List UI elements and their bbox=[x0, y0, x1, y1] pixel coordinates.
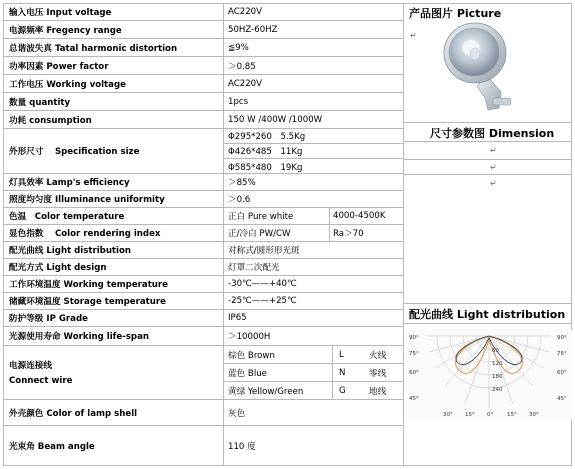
angle-label-left: 60° bbox=[409, 370, 419, 376]
row-specification-size bbox=[3, 129, 403, 174]
lamp-image bbox=[441, 18, 521, 113]
bottom-angle-label: 30° bbox=[443, 412, 453, 418]
label-ip-grade: 防护等级 IP Grade bbox=[3, 310, 224, 326]
row-input-voltage bbox=[3, 3, 403, 21]
dimension-line bbox=[403, 159, 572, 160]
row-power-factor bbox=[3, 57, 403, 75]
picture-title: 产品图片 Picture bbox=[409, 7, 502, 20]
label-color-rendering: 显色指数 Color rendering index bbox=[3, 225, 224, 241]
angle-label-right: 90° bbox=[557, 335, 567, 341]
row-lamp-shell-color bbox=[3, 400, 403, 426]
light-distribution-chart bbox=[407, 330, 572, 420]
row-illuminance-uniformity bbox=[3, 191, 403, 208]
distribution-header-line-2 bbox=[403, 323, 572, 324]
row-storage-temperature bbox=[3, 293, 403, 310]
row-ip-grade bbox=[3, 310, 403, 327]
dimension-line bbox=[403, 174, 572, 175]
row-working-life-span bbox=[3, 327, 403, 346]
value-ip-grade: IP65 bbox=[228, 313, 247, 323]
wire-row-yellow-green bbox=[224, 382, 403, 400]
label-working-temperature: 工作环境温度 Working temperature bbox=[3, 276, 224, 292]
bottom-angle-label: 30° bbox=[529, 412, 539, 418]
label-connect-wire-cn: 电源连接线 bbox=[9, 361, 52, 371]
row-harmonic-distortion bbox=[3, 39, 403, 57]
wire-color-blue: 蓝色 Blue bbox=[228, 368, 267, 379]
spec-sheet bbox=[3, 3, 572, 466]
row-color-temperature bbox=[3, 208, 403, 225]
return-mark-icon: ↵ bbox=[410, 31, 417, 40]
value-working-life-span: ＞10000H bbox=[228, 332, 271, 342]
row-beam-angle bbox=[3, 426, 403, 466]
value-lamp-efficiency: ＞85% bbox=[228, 178, 256, 188]
wire-name-ground: 地线 bbox=[369, 387, 387, 397]
row-quantity bbox=[3, 93, 403, 111]
label-beam-angle: 光束角 Beam angle bbox=[3, 426, 224, 466]
value-size-1: Φ295*260 5.5Kg bbox=[224, 129, 403, 144]
row-consumption bbox=[3, 111, 403, 129]
value-light-distribution: 对称式/圆形形光斑 bbox=[228, 246, 300, 256]
value-beam-angle: 110 度 bbox=[228, 442, 256, 452]
row-frequency-range bbox=[3, 21, 403, 39]
label-frequency-range: 电源频率 Fregency range bbox=[3, 21, 224, 38]
wire-code-n: N bbox=[332, 364, 369, 381]
product-image bbox=[441, 18, 521, 113]
value-input-voltage: AC220V bbox=[228, 6, 263, 17]
label-specification-size: 外形尺寸 Specification size bbox=[3, 129, 224, 173]
row-working-voltage bbox=[3, 75, 403, 93]
angle-label-left: 75° bbox=[409, 351, 419, 357]
row-connect-wire bbox=[3, 346, 403, 400]
wire-code-l: L bbox=[332, 346, 369, 363]
label-input-voltage: 输入电压 Input voltage bbox=[3, 3, 224, 20]
value-working-voltage: AC220V bbox=[228, 78, 263, 89]
row-light-design bbox=[3, 259, 403, 276]
bottom-angle-label: 15° bbox=[507, 412, 517, 418]
wire-color-brown: 棕色 Brown bbox=[228, 350, 275, 361]
angle-label-right: 45° bbox=[557, 396, 567, 402]
return-mark-icon: ↵ bbox=[490, 179, 497, 188]
value-color-rendering-ra: Ra＞70 bbox=[333, 229, 364, 239]
label-lamp-shell-color: 外壳颜色 Color of lamp shell bbox=[3, 400, 224, 425]
radial-label: 120 bbox=[492, 361, 503, 367]
bottom-angle-label: 0° bbox=[487, 412, 494, 418]
angle-label-right: 60° bbox=[557, 370, 567, 376]
wire-row-blue bbox=[224, 364, 403, 382]
value-size-3: Φ585*480 19Kg bbox=[228, 162, 303, 173]
label-color-temperature: 色温 Color temperature bbox=[3, 208, 224, 224]
value-illuminance-uniformity: ＞0.6 bbox=[228, 195, 251, 205]
label-illuminance-uniformity: 照度均匀度 Illuminance uniformity bbox=[3, 191, 224, 207]
label-harmonic-distortion: 总谐波失真 Tatal harmonic distortion bbox=[3, 39, 224, 56]
value-storage-temperature: -25℃——+25℃ bbox=[228, 296, 297, 306]
return-mark-icon: ↵ bbox=[490, 163, 497, 172]
value-color-temperature-k: 4000-4500K bbox=[333, 211, 386, 221]
value-quantity: 1pcs bbox=[228, 96, 249, 107]
dimension-header-line-2 bbox=[403, 141, 572, 142]
label-storage-temperature: 储藏环境温度 Storage temperature bbox=[3, 293, 224, 309]
value-color-temperature: 正白 Pure white bbox=[228, 212, 294, 222]
distribution-title: 配光曲线 Light distribution bbox=[409, 308, 566, 321]
bottom-angle-label: 15° bbox=[465, 412, 475, 418]
label-working-voltage: 工作电压 Working voltage bbox=[3, 75, 224, 92]
angle-label-right: 75° bbox=[557, 351, 567, 357]
label-consumption: 功耗 consumption bbox=[3, 111, 224, 128]
row-color-rendering bbox=[3, 225, 403, 242]
return-mark-icon: ↵ bbox=[490, 146, 497, 155]
value-lamp-shell-color: 灰色 bbox=[228, 408, 246, 419]
label-connect-wire-en: Connect wire bbox=[9, 376, 73, 386]
polar-diagram bbox=[407, 330, 572, 420]
angle-label-left: 45° bbox=[409, 396, 419, 402]
column-divider bbox=[403, 3, 404, 466]
row-working-temperature bbox=[3, 276, 403, 293]
value-light-design: 灯罩二次配光 bbox=[228, 263, 280, 273]
angle-label-left: 90° bbox=[409, 335, 419, 341]
wire-name-live: 火线 bbox=[369, 350, 387, 361]
wire-name-neutral: 零线 bbox=[369, 368, 387, 379]
wire-color-yellow-green: 黄绿 Yellow/Green bbox=[228, 387, 304, 397]
row-lamp-efficiency bbox=[3, 174, 403, 191]
value-power-factor: ＞0.85 bbox=[228, 61, 256, 72]
value-color-rendering: 正/冷白 PW/CW bbox=[228, 229, 291, 239]
wire-code-g: G bbox=[332, 382, 369, 400]
value-working-temperature: -30℃——+40℃ bbox=[228, 279, 297, 289]
radial-label: 60 bbox=[492, 348, 499, 354]
row-light-distribution bbox=[3, 242, 403, 259]
wire-row-brown bbox=[224, 346, 403, 364]
radial-label: 240 bbox=[492, 387, 503, 393]
distribution-header-line bbox=[403, 303, 572, 304]
label-light-design: 配光方式 Light design bbox=[3, 259, 224, 275]
label-quantity: 数量 quantity bbox=[3, 93, 224, 110]
dimension-header-line bbox=[403, 122, 572, 123]
label-power-factor: 功率因素 Power factor bbox=[3, 57, 224, 74]
value-frequency-range: 50HZ-60HZ bbox=[228, 24, 278, 35]
label-lamp-efficiency: 灯具效率 Lamp's efficiency bbox=[3, 174, 224, 190]
value-consumption: 150 W /400W /1000W bbox=[228, 114, 323, 125]
radial-label: 180 bbox=[492, 374, 503, 380]
dimension-title: 尺寸参数图 Dimension bbox=[430, 127, 555, 140]
label-connect-wire bbox=[3, 346, 224, 399]
value-harmonic-distortion: ≦9% bbox=[228, 42, 249, 53]
value-size-2: Φ426*485 11Kg bbox=[224, 144, 403, 159]
label-light-distribution: 配光曲线 Light distribution bbox=[3, 242, 224, 258]
label-working-life-span: 光源使用寿命 Working life-span bbox=[3, 327, 224, 345]
